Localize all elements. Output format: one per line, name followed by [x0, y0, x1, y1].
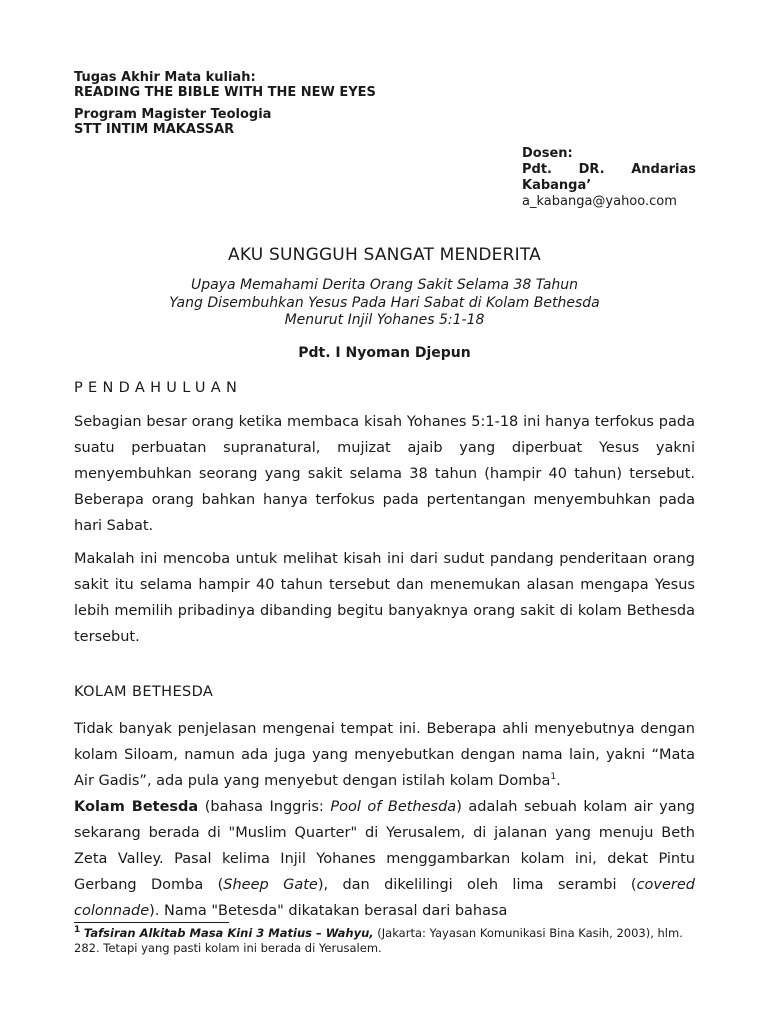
sheep-gate-term: Sheep Gate	[223, 877, 318, 893]
p3-text-f: ). Nama "Betesda" dikatakan berasal dari bahasa	[149, 903, 508, 919]
course-title: READING THE BIBLE WITH THE NEW EYES	[74, 85, 376, 100]
p3-text-c: (bahasa Inggris:	[198, 799, 331, 815]
author-name: Pdt. I Nyoman Djepun	[298, 345, 471, 361]
pool-term: Pool of Bethesda	[330, 799, 457, 815]
kolam-betesda-term: Kolam Betesda	[74, 799, 199, 815]
subtitle-line-3: Menurut Injil Yohanes 5:1-18	[284, 312, 485, 328]
lecturer-email: a_kabanga@yahoo.com	[522, 194, 677, 209]
lecturer-title-2: DR.	[578, 162, 605, 177]
subtitle-line-2: Yang Disembuhkan Yesus Pada Hari Sabat di Kolam Bethesda	[169, 294, 600, 311]
lecturer-name-line	[522, 162, 696, 178]
p3-text-b: .	[556, 773, 561, 789]
lecturer-label: Dosen:	[522, 146, 573, 161]
course-label: Tugas Akhir Mata kuliah:	[74, 70, 256, 85]
lecturer-title-1: Pdt.	[522, 162, 552, 177]
subtitle-line-1: Upaya Memahami Derita Orang Sakit Selama 38 Tahun	[190, 277, 579, 293]
lecturer-first-name: Andarias	[631, 162, 696, 177]
document-title: AKU SUNGGUH SANGAT MENDERITA	[228, 245, 541, 265]
program-name: Program Magister Teologia	[74, 107, 272, 122]
p3-text-a: Tidak banyak penjelasan mengenai tempat ini. Beberapa ahli menyebutnya dengan kolam Siloam, namun ada juga yang menyebutkan dengan nama lain, yakni “Mata Air Gadis”, ada pula yang menyebut dengan istilah kolam Domba	[74, 721, 695, 789]
colonnade-term: covered colonnade	[74, 877, 696, 919]
paragraph-1: Sebagian besar orang ketika membaca kisah Yohanes 5:1-18 ini hanya terfokus pada suatu perbuatan supranatural, mujizat ajaib yang diperbuat Yesus yakni menyembuhkan seorang yang sakit selama 38 tahun (hampir 40 tahun) tersebut. Beberapa orang bahkan hanya terfokus pada pertentangan menyembuhkan pada hari Sabat.	[74, 414, 695, 534]
lecturer-block	[522, 146, 696, 210]
p3-text-d: ) adalah sebuah kolam air yang sekarang berada di "Muslim Quarter" di Yerusalem, di jalanan yang menuju Beth Zeta Valley. Pasal kelima Injil Yohanes menggambarkan kolam ini, dekat Pintu Gerbang Domba (	[74, 799, 695, 893]
paragraph-2: Makalah ini mencoba untuk melihat kisah ini dari sudut pandang penderitaan orang sakit itu selama hampir 40 tahun tersebut dan menemukan alasan mengapa Yesus lebih memilih pribadinya dibanding begitu banyaknya orang sakit di kolam Bethesda tersebut.	[74, 551, 695, 645]
section-heading-kolam-bethesda: KOLAM BETHESDA	[74, 684, 214, 700]
footnote-ref[interactable]: 1	[550, 772, 557, 783]
course-header	[74, 70, 376, 137]
section-heading-pendahuluan: PENDAHULUAN	[74, 380, 243, 396]
p3-text-e: ), dan dikelilingi oleh lima serambi (	[317, 877, 637, 893]
paragraph-3	[74, 716, 695, 924]
document-subtitle	[74, 277, 695, 330]
footnote-1	[74, 926, 695, 956]
lecturer-last-name: Kabanga’	[522, 178, 592, 193]
footnote-text: (Jakarta: Yayasan Komunikasi Bina Kasih, 2003), hlm. 282. Tetapi yang pasti kolam ini berada di Yerusalem.	[74, 926, 683, 955]
footnote-number: 1	[74, 925, 81, 936]
footnote-divider	[74, 922, 229, 923]
institution-name: STT INTIM MAKASSAR	[74, 122, 235, 137]
footnote-book-title: Tafsiran Alkitab Masa Kini 3 Matius – Wahyu,	[83, 926, 374, 940]
